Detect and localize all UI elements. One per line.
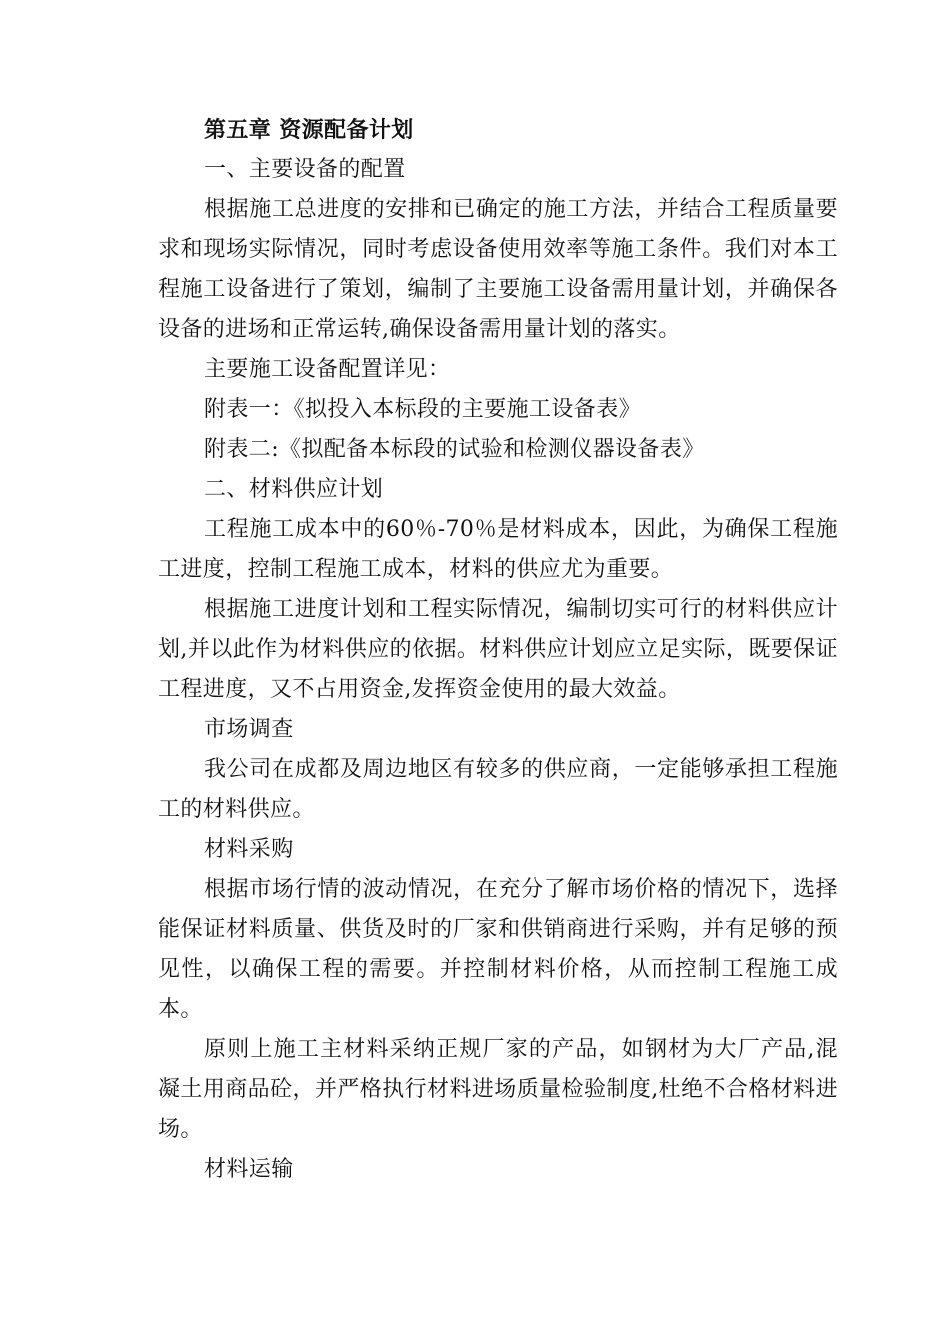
paragraph-material-purchase: 根据市场行情的波动情况，在充分了解市场价格的情况下，选择能保证材料质量、供货及时的厂家和供销商进行采购，并有足够的预见性，以确保工程的需要。并控制材料价格，从而控制工程施工成本。 [158,877,838,1022]
attachment-table-one: 附表一：《拟投入本标段的主要施工设备表》 [204,397,642,422]
chapter-title: 第五章 资源配备计划 [204,117,414,143]
paragraph-material-cost: 工程施工成本中的60％-70％是材料成本，因此，为确保工程施工进度，控制工程施工成本，材料的供应尤为重要。 [158,517,838,582]
paragraph-material-principle: 原则上施工主材料采纳正规厂家的产品，如钢材为大厂产品,混凝土用商品砼，并严格执行材料进场质量检验制度,杜绝不合格材料进场。 [158,1037,838,1142]
subheading-market-survey: 市场调查 [204,717,294,742]
subheading-material-purchase: 材料采购 [204,837,294,862]
attachment-table-two: 附表二:《拟配备本标段的试验和检测仪器设备表》 [204,437,705,462]
paragraph-material-plan: 根据施工进度计划和工程实际情况，编制切实可行的材料供应计划,并以此作为材料供应的依据。材料供应计划应立足实际，既要保证工程进度，又不占用资金,发挥资金使用的最大效益。 [158,597,838,702]
section-heading-equipment: 一、主要设备的配置 [204,157,406,182]
document-body [158,110,838,1190]
paragraph-market-survey: 我公司在成都及周边地区有较多的供应商，一定能够承担工程施工的材料供应。 [158,757,838,822]
subheading-material-transport: 材料运输 [204,1157,294,1182]
section-heading-materials: 二、材料供应计划 [204,477,384,502]
paragraph-equipment-plan: 根据施工总进度的安排和已确定的施工方法，并结合工程质量要求和现场实际情况，同时考虑设备使用效率等施工条件。我们对本工程施工设备进行了策划，编制了主要施工设备需用量计划，并确保各设备的进场和正常运转,确保设备需用量计划的落实。 [158,197,838,342]
paragraph-equipment-details-intro: 主要施工设备配置详见： [204,357,451,382]
